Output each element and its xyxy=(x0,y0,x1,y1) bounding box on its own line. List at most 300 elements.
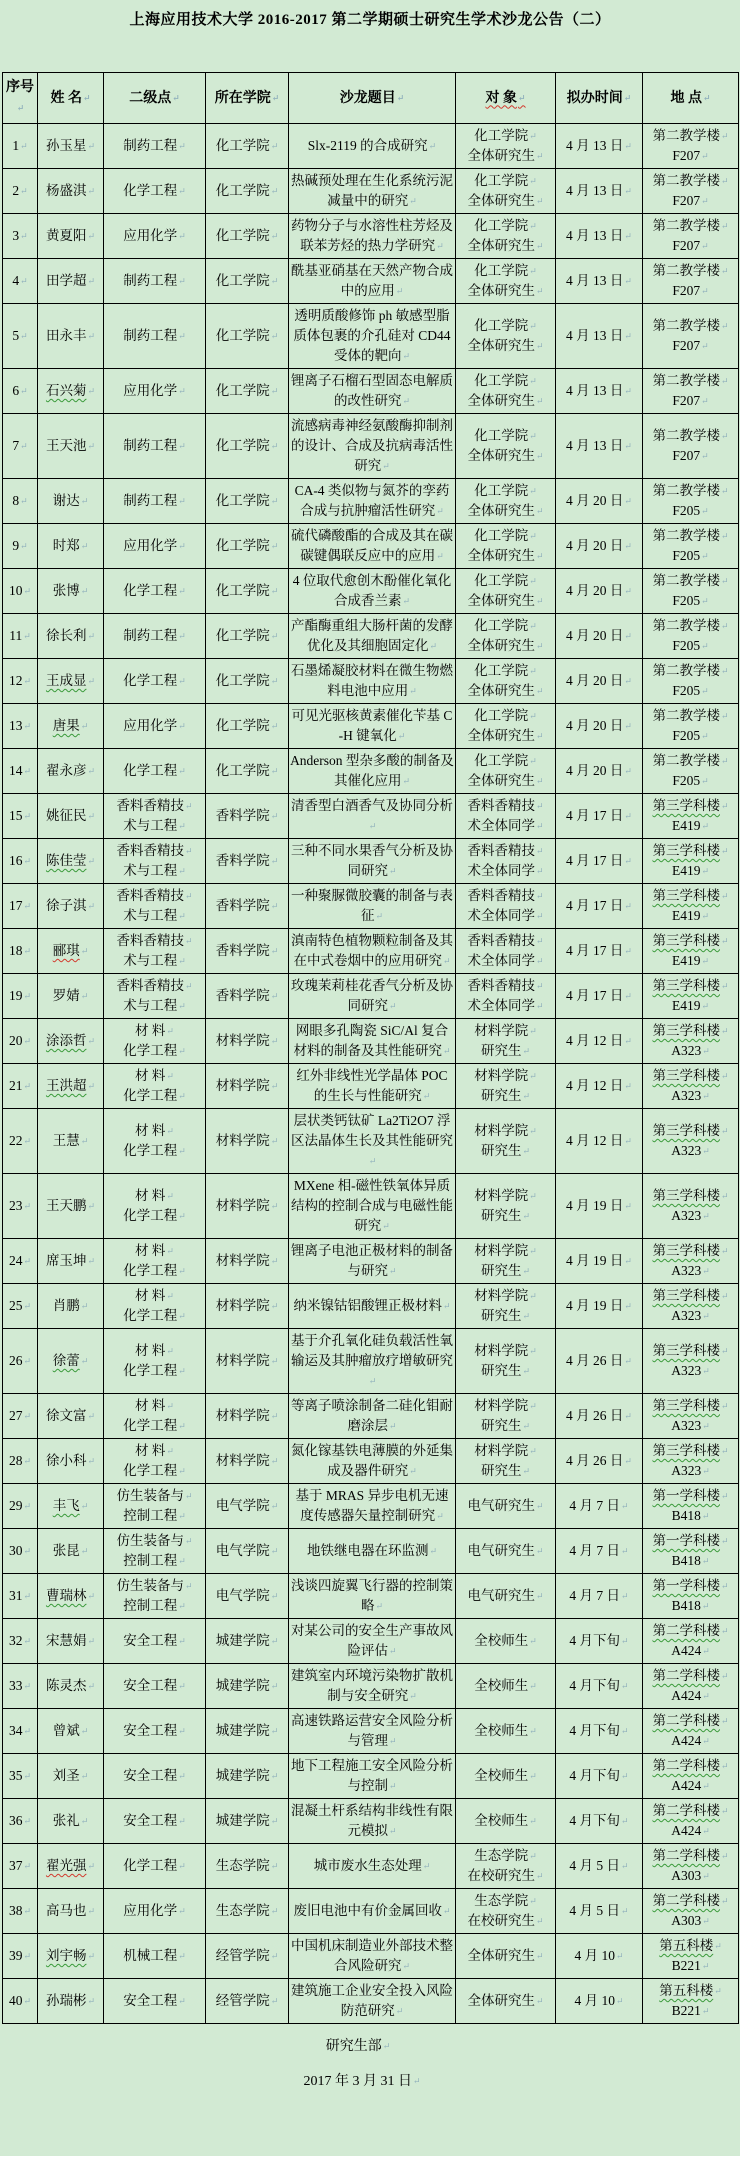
cell-text: 化工学院 xyxy=(215,228,270,243)
cell-text: 术与工程 xyxy=(123,953,178,968)
cell-text: 第二学科楼 xyxy=(652,1848,720,1863)
cell-discipline xyxy=(104,169,206,214)
table-row xyxy=(3,1934,739,1979)
cell-text: 谢达 xyxy=(52,493,80,508)
table-row xyxy=(3,1174,739,1239)
table-row xyxy=(3,1754,739,1799)
footer-date: 2017 年 3 月 31 日 ↵ xyxy=(0,2070,732,2090)
cell-text: 电气学院 xyxy=(215,1588,270,1603)
cell-text: 石兴菊 xyxy=(45,383,87,398)
cell-text: A424 xyxy=(671,1823,702,1838)
cell-text: 陈佳莹 xyxy=(45,853,87,868)
cell-discipline xyxy=(104,1529,206,1574)
cell-text: 26 xyxy=(8,1353,23,1368)
cell-name xyxy=(38,414,104,479)
cell-college xyxy=(206,794,289,839)
cell-discipline xyxy=(104,614,206,659)
cell-text: 化工学院 xyxy=(474,218,529,233)
cell-serial-number xyxy=(3,1979,38,2024)
cell-text: 第二学科楼 xyxy=(652,1623,720,1638)
cell-topic xyxy=(289,1239,456,1284)
column-header-label: 沙龙题目 ↵ xyxy=(340,91,405,106)
cell-text: 香料香精技 xyxy=(116,843,184,858)
cell-topic xyxy=(289,1979,456,2024)
cell-text: 化工学院 xyxy=(474,128,529,143)
cell-text: 化工学院 xyxy=(474,483,529,498)
cell-place xyxy=(643,1174,739,1239)
cell-text: 20 xyxy=(8,1033,23,1048)
cell-text: 28 xyxy=(8,1453,23,1468)
cell-serial-number xyxy=(3,1329,38,1394)
cell-text: 化工学院 xyxy=(474,373,529,388)
cell-topic xyxy=(289,304,456,369)
cell-audience xyxy=(456,1019,556,1064)
cell-text: 混凝土杆系结构非线性有限元模拟 xyxy=(291,1803,453,1838)
cell-time xyxy=(556,1754,643,1799)
cell-time xyxy=(556,1439,643,1484)
salon-schedule-table xyxy=(2,72,739,2024)
cell-text: 化工学院 xyxy=(215,183,270,198)
cell-text: 4 月 7 日 xyxy=(569,1543,621,1558)
cell-text: 第二教学楼 xyxy=(652,708,720,723)
cell-audience xyxy=(456,524,556,569)
cell-text: 生态学院 xyxy=(474,1893,529,1908)
cell-text: 6 xyxy=(12,383,20,398)
cell-college xyxy=(206,1844,289,1889)
cell-name xyxy=(38,304,104,369)
cell-text: 化工学院 xyxy=(215,628,270,643)
cell-serial-number xyxy=(3,1844,38,1889)
cell-text: 术全体同学 xyxy=(467,953,535,968)
cell-text: E419 xyxy=(671,908,701,923)
column-header-5 xyxy=(456,73,556,124)
cell-text: 39 xyxy=(8,1948,23,1963)
cell-text: 全校师生 xyxy=(474,1678,529,1693)
table-row xyxy=(3,614,739,659)
cell-discipline xyxy=(104,749,206,794)
cell-audience xyxy=(456,259,556,304)
cell-name xyxy=(38,839,104,884)
cell-college xyxy=(206,414,289,479)
cell-name xyxy=(38,1889,104,1934)
cell-audience xyxy=(456,569,556,614)
cell-discipline xyxy=(104,1484,206,1529)
cell-text: 浅谈四旋翼飞行器的控制策略 xyxy=(291,1578,453,1613)
cell-name xyxy=(38,974,104,1019)
cell-time xyxy=(556,1019,643,1064)
cell-text: 9 xyxy=(12,538,20,553)
cell-topic xyxy=(289,169,456,214)
cell-text: 研究生 xyxy=(480,1308,522,1323)
cell-text: A424 xyxy=(671,1688,702,1703)
cell-place xyxy=(643,1709,739,1754)
cell-text: 香料香精技 xyxy=(116,933,184,948)
cell-text: 10 xyxy=(8,583,23,598)
cell-text: 化学工程 xyxy=(123,1308,178,1323)
cell-place xyxy=(643,974,739,1019)
cell-text: 4 月 20 日 xyxy=(566,763,624,778)
cell-text: 全体研究生 xyxy=(467,338,535,353)
cell-audience xyxy=(456,1574,556,1619)
cell-text: B221 xyxy=(671,1958,701,1973)
cell-text: 24 xyxy=(8,1253,23,1268)
column-header-0 xyxy=(3,73,38,124)
cell-text: B418 xyxy=(671,1508,701,1523)
table-row xyxy=(3,304,739,369)
cell-text: 香料香精技 xyxy=(116,888,184,903)
cell-discipline xyxy=(104,884,206,929)
cell-place xyxy=(643,839,739,884)
cell-text: 全体研究生 xyxy=(467,193,535,208)
cell-college xyxy=(206,1889,289,1934)
cell-discipline xyxy=(104,214,206,259)
cell-time xyxy=(556,214,643,259)
cell-college xyxy=(206,569,289,614)
cell-college xyxy=(206,1709,289,1754)
cell-text: 化工学院 xyxy=(474,708,529,723)
cell-serial-number xyxy=(3,214,38,259)
cell-topic xyxy=(289,124,456,169)
cell-text: 研究生 xyxy=(480,1043,522,1058)
cell-text: 中国机床制造业外部技术整合风险研究 xyxy=(291,1938,453,1973)
cell-text: 第三学科楼 xyxy=(652,798,720,813)
cell-text: 石墨烯凝胶材料在微生物燃料电池中应用 xyxy=(291,663,453,698)
cell-college xyxy=(206,1394,289,1439)
cell-text: 23 xyxy=(8,1198,23,1213)
cell-text: 制药工程 xyxy=(123,138,178,153)
cell-place xyxy=(643,659,739,704)
cell-time xyxy=(556,704,643,749)
cell-text: 化工学院 xyxy=(215,493,270,508)
cell-text: A323 xyxy=(671,1088,702,1103)
cell-text: 城市废水生态处理 xyxy=(313,1858,422,1873)
cell-text: 化工学院 xyxy=(215,673,270,688)
cell-text: 等离子喷涂制备二硅化钼耐磨涂层 xyxy=(291,1398,453,1433)
cell-text: A303 xyxy=(671,1868,702,1883)
cell-serial-number xyxy=(3,704,38,749)
cell-text: 建筑室内环境污染物扩散机制与安全研究 xyxy=(291,1668,453,1703)
cell-text: 4 月 13 日 xyxy=(566,228,624,243)
cell-time xyxy=(556,1844,643,1889)
cell-text: 第二学科楼 xyxy=(652,1713,720,1728)
cell-text: 安全工程 xyxy=(123,1633,178,1648)
cell-text: 化学工程 xyxy=(123,1363,178,1378)
table-row xyxy=(3,479,739,524)
cell-serial-number xyxy=(3,1439,38,1484)
cell-place xyxy=(643,524,739,569)
cell-text: 化学工程 xyxy=(123,1463,178,1478)
cell-text: 全体研究生 xyxy=(467,148,535,163)
cell-name xyxy=(38,704,104,749)
cell-text: 8 xyxy=(12,493,20,508)
cell-time xyxy=(556,1619,643,1664)
table-row xyxy=(3,1394,739,1439)
cell-text: 化工学院 xyxy=(474,618,529,633)
table-row xyxy=(3,1844,739,1889)
cell-text: 流感病毒神经氨酸酶抑制剂的设计、合成及抗病毒活性研究 xyxy=(291,418,453,473)
cell-audience xyxy=(456,1934,556,1979)
cell-name xyxy=(38,1284,104,1329)
cell-text: 4 月 17 日 xyxy=(566,988,624,1003)
cell-text: F207 xyxy=(672,338,701,353)
cell-text: 纳米镍钴铝酸锂正极材料 xyxy=(293,1298,442,1313)
cell-text: 药物分子与水溶性柱芳烃及联苯芳烃的热力学研究 xyxy=(291,218,453,253)
table-row xyxy=(3,214,739,259)
cell-text: 控制工程 xyxy=(123,1598,178,1613)
cell-text: 4 月 17 日 xyxy=(566,853,624,868)
cell-topic xyxy=(289,1844,456,1889)
cell-text: A323 xyxy=(671,1418,702,1433)
cell-text: MXene 相-磁性铁氧体异质结构的控制合成与电磁性能研究 xyxy=(291,1178,453,1233)
cell-text: 地下工程施工安全风险分析与控制 xyxy=(291,1758,453,1793)
cell-topic xyxy=(289,1754,456,1799)
cell-college xyxy=(206,1109,289,1174)
cell-text: A424 xyxy=(671,1778,702,1793)
cell-text: 4 月 19 日 xyxy=(566,1198,624,1213)
cell-text: 材料学院 xyxy=(474,1443,529,1458)
cell-text: 张博 xyxy=(52,583,80,598)
cell-text: 化学工程 xyxy=(123,673,178,688)
cell-discipline xyxy=(104,259,206,304)
cell-topic xyxy=(289,704,456,749)
cell-topic xyxy=(289,1174,456,1239)
cell-text: 4 月 5 日 xyxy=(569,1858,621,1873)
cell-text: CA-4 类似物与氮芥的孪药合成与抗肿瘤活性研究 xyxy=(294,483,450,518)
cell-place xyxy=(643,169,739,214)
cell-text: 安全工程 xyxy=(123,1993,178,2008)
cell-text: 第三学科楼 xyxy=(652,1123,720,1138)
cell-text: 香料学院 xyxy=(215,853,270,868)
cell-text: 生态学院 xyxy=(215,1858,270,1873)
cell-serial-number xyxy=(3,1174,38,1239)
cell-time xyxy=(556,1239,643,1284)
cell-text: 化学工程 xyxy=(123,1043,178,1058)
cell-place xyxy=(643,1844,739,1889)
cell-college xyxy=(206,659,289,704)
cell-text: 第五科楼 xyxy=(659,1983,714,1998)
cell-text: 化工学院 xyxy=(474,753,529,768)
cell-college xyxy=(206,1799,289,1844)
cell-text: 锂离子石榴石型固态电解质的改性研究 xyxy=(291,373,453,408)
table-row xyxy=(3,794,739,839)
cell-text: 材料学院 xyxy=(215,1078,270,1093)
cell-text: 地铁继电器在环监测 xyxy=(306,1543,429,1558)
cell-text: 材料学院 xyxy=(215,1408,270,1423)
cell-text: 25 xyxy=(8,1298,23,1313)
cell-text: F205 xyxy=(672,773,701,788)
cell-text: A323 xyxy=(671,1208,702,1223)
cell-name xyxy=(38,1174,104,1239)
table-row xyxy=(3,1709,739,1754)
cell-text: 7 xyxy=(12,438,20,453)
cell-serial-number xyxy=(3,1064,38,1109)
cell-serial-number xyxy=(3,1109,38,1174)
cell-discipline xyxy=(104,974,206,1019)
cell-name xyxy=(38,1844,104,1889)
cell-text: 4 月 20 日 xyxy=(566,718,624,733)
cell-text: 城建学院 xyxy=(215,1768,270,1783)
cell-text: 电气学院 xyxy=(215,1543,270,1558)
cell-discipline xyxy=(104,1064,206,1109)
cell-name xyxy=(38,479,104,524)
cell-college xyxy=(206,974,289,1019)
cell-topic xyxy=(289,369,456,414)
cell-text: 27 xyxy=(8,1408,23,1423)
cell-text: 17 xyxy=(8,898,23,913)
cell-text: E419 xyxy=(671,863,701,878)
cell-topic xyxy=(289,1394,456,1439)
cell-college xyxy=(206,479,289,524)
cell-text: 城建学院 xyxy=(215,1723,270,1738)
cell-topic xyxy=(289,569,456,614)
cell-text: 材 料 xyxy=(135,1123,166,1138)
cell-college xyxy=(206,1754,289,1799)
cell-place xyxy=(643,479,739,524)
cell-text: 网眼多孔陶瓷 SiC/Al 复合材料的制备及其性能研究 xyxy=(293,1023,449,1058)
cell-discipline xyxy=(104,569,206,614)
cell-text: 酰基亚硝基在天然产物合成中的应用 xyxy=(291,263,453,298)
cell-audience xyxy=(456,1394,556,1439)
cell-text: 第二学科楼 xyxy=(652,1893,720,1908)
cell-text: 全体研究生 xyxy=(467,683,535,698)
cell-time xyxy=(556,569,643,614)
cell-text: 材料学院 xyxy=(215,1133,270,1148)
table-row xyxy=(3,704,739,749)
cell-text: 研究生 xyxy=(480,1088,522,1103)
cell-text: 2 xyxy=(12,183,20,198)
cell-text: 材料学院 xyxy=(215,1033,270,1048)
table-row xyxy=(3,1619,739,1664)
cell-name xyxy=(38,749,104,794)
cell-audience xyxy=(456,1529,556,1574)
cell-text: 第三学科楼 xyxy=(652,1068,720,1083)
cell-serial-number xyxy=(3,1019,38,1064)
cell-text: 产酯酶重组大肠杆菌的发酵优化及其细胞固定化 xyxy=(291,618,453,653)
column-header-label: 序号 ↵ xyxy=(6,80,34,116)
cell-text: 红外非线性光学晶体 POC 的生长与性能研究 xyxy=(296,1068,448,1103)
cell-text: F207 xyxy=(672,393,701,408)
cell-text: 生态学院 xyxy=(474,1848,529,1863)
cell-name xyxy=(38,569,104,614)
cell-text: 控制工程 xyxy=(123,1553,178,1568)
cell-discipline xyxy=(104,1109,206,1174)
cell-name xyxy=(38,1529,104,1574)
cell-text: 基于介孔氧化硅负载活性氧输运及其肿瘤放疗增敏研究 xyxy=(291,1333,453,1368)
cell-text: 材料学院 xyxy=(215,1253,270,1268)
cell-discipline xyxy=(104,369,206,414)
cell-text: 材 料 xyxy=(135,1343,166,1358)
cell-text: 透明质酸修饰 ph 敏感型脂质体包裹的介孔硅对 CD44 受体的靶向 xyxy=(293,308,451,363)
cell-text: 城建学院 xyxy=(215,1678,270,1693)
cell-text: 化工学院 xyxy=(215,583,270,598)
cell-topic xyxy=(289,839,456,884)
cell-time xyxy=(556,929,643,974)
cell-time xyxy=(556,794,643,839)
cell-text: F207 xyxy=(672,238,701,253)
cell-text: 唐果 xyxy=(52,718,80,733)
cell-text: 徐蕾 xyxy=(52,1353,80,1368)
cell-text: 术全体同学 xyxy=(467,863,535,878)
cell-text: 香料学院 xyxy=(215,808,270,823)
cell-text: 制药工程 xyxy=(123,328,178,343)
cell-discipline xyxy=(104,1799,206,1844)
table-row xyxy=(3,974,739,1019)
cell-audience xyxy=(456,1064,556,1109)
cell-time xyxy=(556,1484,643,1529)
cell-text: 材 料 xyxy=(135,1068,166,1083)
cell-text: 全体研究生 xyxy=(467,503,535,518)
cell-text: 制药工程 xyxy=(123,628,178,643)
cell-discipline xyxy=(104,659,206,704)
cell-text: 香料香精技 xyxy=(116,978,184,993)
cell-text: 术与工程 xyxy=(123,998,178,1013)
cell-text: 15 xyxy=(8,808,23,823)
cell-text: F205 xyxy=(672,503,701,518)
cell-text: 22 xyxy=(8,1133,23,1148)
cell-text: 全体研究生 xyxy=(467,1948,535,1963)
cell-text: 孙瑞彬 xyxy=(45,1993,87,2008)
cell-text: 研究生 xyxy=(480,1263,522,1278)
cell-text: 第三学科楼 xyxy=(652,1188,720,1203)
cell-serial-number xyxy=(3,569,38,614)
cell-text: 香料香精技 xyxy=(467,978,535,993)
cell-text: 4 月 20 日 xyxy=(566,493,624,508)
cell-text: 材料学院 xyxy=(474,1343,529,1358)
cell-serial-number xyxy=(3,1284,38,1329)
cell-text: 经管学院 xyxy=(215,1948,270,1963)
cell-college xyxy=(206,704,289,749)
cell-text: 第二教学楼 xyxy=(652,483,720,498)
table-row xyxy=(3,1979,739,2024)
cell-text: 可见光驱核黄素催化苄基 C-H 键氧化 xyxy=(291,708,453,743)
cell-text: 化工学院 xyxy=(215,138,270,153)
cell-place xyxy=(643,214,739,259)
cell-text: 4 月 13 日 xyxy=(566,383,624,398)
cell-text: 化学工程 xyxy=(123,583,178,598)
cell-text: 化工学院 xyxy=(474,573,529,588)
cell-place xyxy=(643,1284,739,1329)
cell-name xyxy=(38,929,104,974)
cell-audience xyxy=(456,704,556,749)
cell-text: 杨盛淇 xyxy=(45,183,87,198)
cell-text: 4 月 26 日 xyxy=(566,1408,624,1423)
cell-text: 田永丰 xyxy=(45,328,87,343)
cell-text: 材料学院 xyxy=(474,1398,529,1413)
cell-place xyxy=(643,1064,739,1109)
cell-serial-number xyxy=(3,839,38,884)
cell-text: 第二教学楼 xyxy=(652,263,720,278)
cell-topic xyxy=(289,1284,456,1329)
cell-text: 时郑 xyxy=(52,538,80,553)
cell-text: 术全体同学 xyxy=(467,818,535,833)
cell-audience xyxy=(456,304,556,369)
cell-topic xyxy=(289,214,456,259)
cell-text: 热碱预处理在生化系统污泥减量中的研究 xyxy=(291,173,453,208)
cell-time xyxy=(556,1529,643,1574)
cell-text: F205 xyxy=(672,728,701,743)
cell-text: 第三学科楼 xyxy=(652,888,720,903)
cell-discipline xyxy=(104,479,206,524)
cell-name xyxy=(38,1754,104,1799)
cell-text: 5 xyxy=(12,328,20,343)
cell-place xyxy=(643,1484,739,1529)
cell-text: 33 xyxy=(8,1678,23,1693)
cell-college xyxy=(206,304,289,369)
cell-name xyxy=(38,614,104,659)
cell-text: 香料学院 xyxy=(215,943,270,958)
cell-text: 4 月 10 xyxy=(574,1948,615,1963)
cell-text: F207 xyxy=(672,148,701,163)
